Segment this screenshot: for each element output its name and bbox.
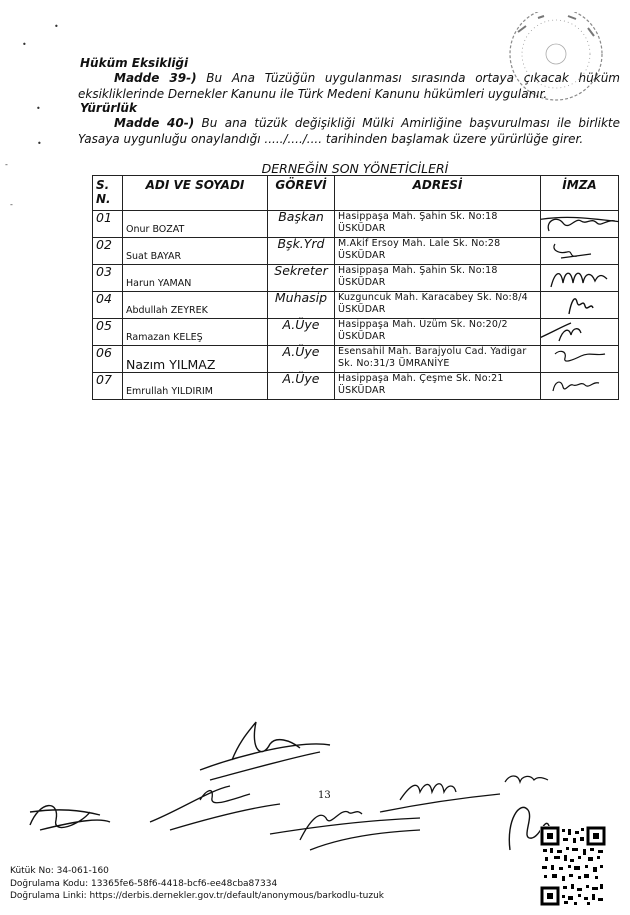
table-row (93, 265, 619, 292)
signature-icon (541, 346, 619, 370)
cell-signature (541, 265, 619, 292)
cell-no: 07 (93, 373, 123, 400)
signature-icon (541, 265, 619, 289)
cell-signature (541, 373, 619, 400)
cell-address: Hasippaşa Mah. Şahin Sk. No:18 ÜSKÜDAR (335, 265, 541, 292)
article-40-paragraph (78, 116, 620, 147)
board-table-title: DERNEĞİN SON YÖNETİCİLERİ (261, 161, 449, 176)
margin-mark: • (36, 104, 41, 113)
handwritten-signature-icon (0, 700, 630, 860)
cell-signature (541, 238, 619, 265)
cell-name: Abdullah ZEYREK (123, 292, 268, 319)
cell-address: Hasippaşa Mah. Üzüm Sk. No:20/2 ÜSKÜDAR (335, 319, 541, 346)
cell-role: A.Üye (268, 373, 335, 400)
cell-no: 01 (93, 211, 123, 238)
cell-name: Emrullah YILDIRIM (123, 373, 268, 400)
cell-role: Sekreter (268, 265, 335, 292)
cell-role: Bşk.Yrd (268, 238, 335, 265)
table-header-row (93, 176, 619, 211)
table-row (93, 238, 619, 265)
cell-role: A.Üye (268, 346, 335, 373)
signature-icon (541, 211, 619, 235)
header-role: GÖREVİ (268, 176, 335, 211)
cell-name: Nazım YILMAZ (123, 346, 268, 373)
cell-no: 05 (93, 319, 123, 346)
cell-signature (541, 319, 619, 346)
signature-icon (541, 373, 619, 397)
cell-address: Hasippaşa Mah. Şahin Sk. No:18 ÜSKÜDAR (335, 211, 541, 238)
header-signature: İMZA (541, 176, 619, 211)
heading-article-40: Yürürlük (80, 101, 137, 115)
table-row (93, 211, 619, 238)
verification-code: Doğrulama Kodu: 13365fe6-58f6-4418-bcf6-ee48cba87334 (10, 878, 278, 889)
heading-article-39: Hüküm Eksikliği (80, 56, 189, 70)
cell-no: 02 (93, 238, 123, 265)
cell-address: M.Akif Ersoy Mah. Lale Sk. No:28 ÜSKÜDAR (335, 238, 541, 265)
margin-mark: - (10, 200, 13, 209)
article-39-text: Bu Ana Tüzüğün uygulanması sırasında ortaya çıkacak hüküm eksikliklerinde Dernekler Kanunu ile Türk Medeni Kanunu hükümleri uygulanır. (78, 71, 620, 101)
signature-icon (541, 319, 619, 343)
article-40-text: Bu ana tüzük değişikliği Mülki Amirliğine başvurulması ile birlikte Yasaya uygunluğu onaylandığı ...../..../.... tarihinden başlamak üzere yürürlüğe girer. (78, 116, 621, 146)
article-39-lead: Madde 39-) (114, 71, 197, 85)
cell-name: Ramazan KELEŞ (123, 319, 268, 346)
margin-mark: - (5, 160, 8, 169)
table-row (93, 319, 619, 346)
table-row (93, 292, 619, 319)
header-sn: S. N. (93, 176, 123, 211)
cell-no: 06 (93, 346, 123, 373)
table-row (93, 346, 619, 373)
signature-icon (541, 238, 619, 262)
margin-mark: • (37, 139, 42, 148)
verification-link[interactable]: Doğrulama Linki: https://derbis.dernekler.gov.tr/default/anonymous/barkodlu-tuzuk (10, 891, 385, 901)
article-39-paragraph (78, 71, 620, 102)
cell-no: 04 (93, 292, 123, 319)
margin-mark: • (54, 22, 59, 31)
cell-address: Esensahil Mah. Barajyolu Cad. Yadigar Sk. No:31/3 ÜMRANİYE (335, 346, 541, 373)
cell-name: Onur BOZAT (123, 211, 268, 238)
cell-name: Suat BAYAR (123, 238, 268, 265)
cell-role: Başkan (268, 211, 335, 238)
header-name: ADI VE SOYADI (123, 176, 268, 211)
cell-role: A.Üye (268, 319, 335, 346)
cell-signature (541, 211, 619, 238)
cell-no: 03 (93, 265, 123, 292)
header-address: ADRESİ (335, 176, 541, 211)
signature-icon (541, 292, 619, 316)
board-members-table (92, 175, 619, 400)
cell-address: Hasippaşa Mah. Çeşme Sk. No:21 ÜSKÜDAR (335, 373, 541, 400)
cell-signature (541, 292, 619, 319)
cell-address: Kuzguncuk Mah. Karacabey Sk. No:8/4 ÜSKÜDAR (335, 292, 541, 319)
cell-signature (541, 346, 619, 373)
qr-code-icon (540, 826, 606, 906)
registry-number: Kütük No: 34-061-160 (10, 866, 109, 876)
cell-name: Harun YAMAN (123, 265, 268, 292)
margin-mark: • (22, 40, 27, 49)
cell-role: Muhasip (268, 292, 335, 319)
page-number: 13 (318, 790, 331, 801)
verification-footer (10, 865, 384, 903)
article-40-lead: Madde 40-) (114, 116, 195, 130)
table-row (93, 373, 619, 400)
